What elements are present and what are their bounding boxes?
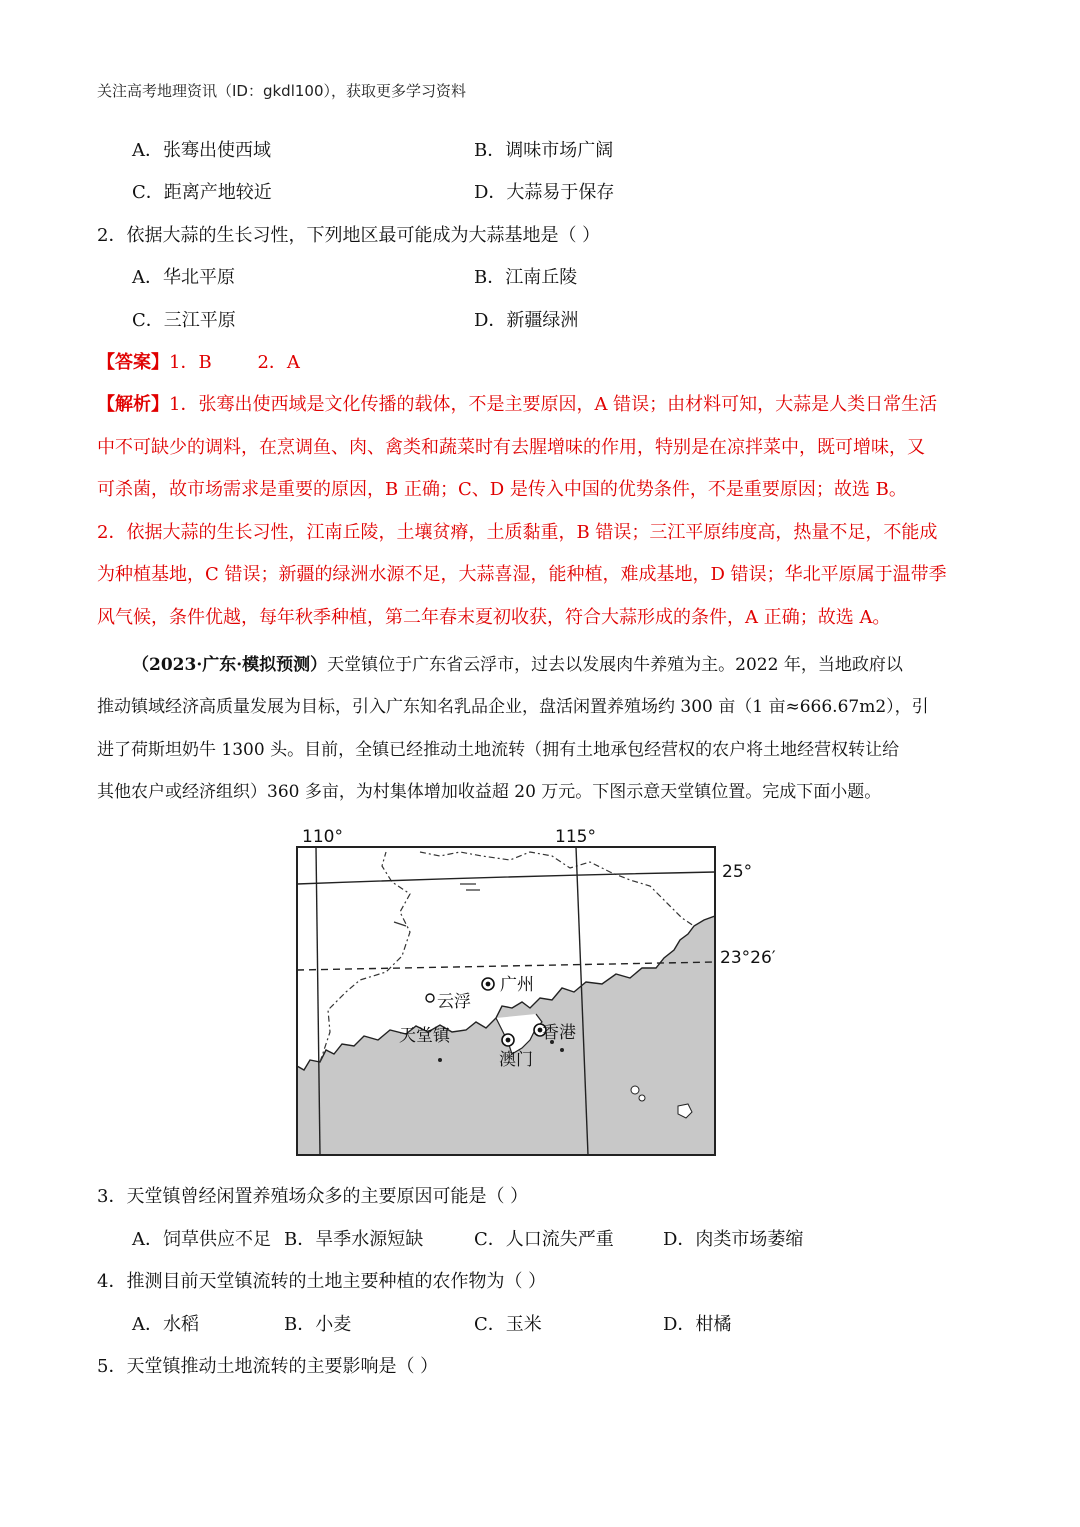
q1-option-c: C．距离产地较近: [132, 182, 272, 203]
guangzhou-marker-dot: [486, 982, 491, 987]
q3-option-b: B．旱季水源短缺: [284, 1229, 424, 1250]
q4-option-a: A．水稻: [132, 1314, 199, 1335]
answer-text: 1．B 2．A: [169, 352, 300, 373]
material-line-3: 进了荷斯坦奶牛 1300 头。目前，全镇已经推动土地流转（拥有土地承包经营权的农户将土地经营权转让给: [97, 740, 900, 760]
material-line-2: 推动镇域经济高质量发展为目标，引入广东知名乳品企业，盘活闲置养殖场约 300 亩（1 亩≈666.67m2），引: [97, 697, 929, 717]
lon-label-110: 110°: [302, 827, 343, 847]
island-2: [639, 1095, 645, 1101]
page-header: 关注高考地理资讯（ID：gkdl100），获取更多学习资料: [97, 82, 467, 100]
lat-label-25: 25°: [722, 862, 753, 882]
analysis-line-6: 风气候，条件优越，每年秋季种植，第二年春末夏初收获，符合大蒜形成的条件，A 正确；故选 A。: [97, 607, 891, 628]
macau-label: 澳门: [499, 1050, 533, 1070]
q4-option-c: C．玉米: [474, 1314, 542, 1335]
q1-option-d: D．大蒜易于保存: [474, 182, 615, 203]
lat-label-tropic: 23°26′: [720, 948, 776, 968]
q2-option-a: A．华北平原: [132, 267, 235, 288]
analysis-label: 【解析】: [97, 394, 169, 415]
q2-stem: 2．依据大蒜的生长习性，下列地区最可能成为大蒜基地是（ ）: [97, 225, 601, 246]
yunfu-marker: [426, 994, 434, 1002]
analysis-line-5: 为种植基地，C 错误；新疆的绿洲水源不足，大蒜喜湿，能种植，难成基地，D 错误；华北平原属于温带季: [97, 564, 947, 585]
material-text-1: 天堂镇位于广东省云浮市，过去以发展肉牛养殖为主。2022 年，当地政府以: [327, 655, 903, 675]
q2-option-d: D．新疆绿洲: [474, 310, 579, 331]
tiantang-label: 天堂镇: [399, 1026, 450, 1046]
material-line-4: 其他农户或经济组织）360 多亩，为村集体增加收益超 20 万元。下图示意天堂镇位置。完成下面小题。: [97, 782, 882, 802]
q3-option-a: A．饲草供应不足: [132, 1229, 271, 1250]
q4-option-d: D．柑橘: [663, 1314, 732, 1335]
q1-option-b: B．调味市场广阔: [474, 140, 614, 161]
answer-label: 【答案】: [97, 352, 169, 373]
q2-option-c: C．三江平原: [132, 310, 236, 331]
material-line-1: [132, 650, 903, 675]
island-1: [631, 1086, 639, 1094]
location-map: [290, 822, 776, 1162]
material-source: （2023·广东·模拟预测）: [132, 655, 328, 675]
island-dot-1: [438, 1058, 442, 1062]
q4-stem: 4．推测目前天堂镇流转的土地主要种植的农作物为（ ）: [97, 1271, 547, 1292]
analysis-line-3: 可杀菌，故市场需求是重要的原因，B 正确；C、D 是传入中国的优势条件，不是重要原因；故选 B。: [97, 479, 907, 500]
lon-label-115: 115°: [555, 827, 596, 847]
island-dot-3: [560, 1048, 564, 1052]
q3-option-c: C．人口流失严重: [474, 1229, 614, 1250]
analysis-line-2: 中不可缺少的调料，在烹调鱼、肉、禽类和蔬菜时有去腥增味的作用，特别是在凉拌菜中，既可增味，又: [97, 437, 925, 458]
q3-option-d: D．肉类市场萎缩: [663, 1229, 804, 1250]
yunfu-label: 云浮: [437, 992, 471, 1012]
analysis-line-1: [97, 393, 937, 417]
q4-option-b: B．小麦: [284, 1314, 352, 1335]
macau-marker-dot: [506, 1038, 511, 1043]
answer-line: [97, 351, 300, 375]
q2-option-b: B．江南丘陵: [474, 267, 578, 288]
q5-stem: 5．天堂镇推动土地流转的主要影响是（ ）: [97, 1356, 439, 1377]
analysis-line-4: 2．依据大蒜的生长习性，江南丘陵，土壤贫瘠，土质黏重，B 错误；三江平原纬度高，热量不足，不能成: [97, 522, 938, 543]
hongkong-label: 香港: [542, 1023, 576, 1043]
q3-stem: 3．天堂镇曾经闲置养殖场众多的主要原因可能是（ ）: [97, 1186, 529, 1207]
analysis-text-1: 1．张骞出使西域是文化传播的载体，不是主要原因，A 错误；由材料可知，大蒜是人类日常生活: [169, 394, 938, 415]
guangzhou-label: 广州: [500, 975, 534, 995]
q1-option-a: A．张骞出使西域: [132, 140, 271, 161]
